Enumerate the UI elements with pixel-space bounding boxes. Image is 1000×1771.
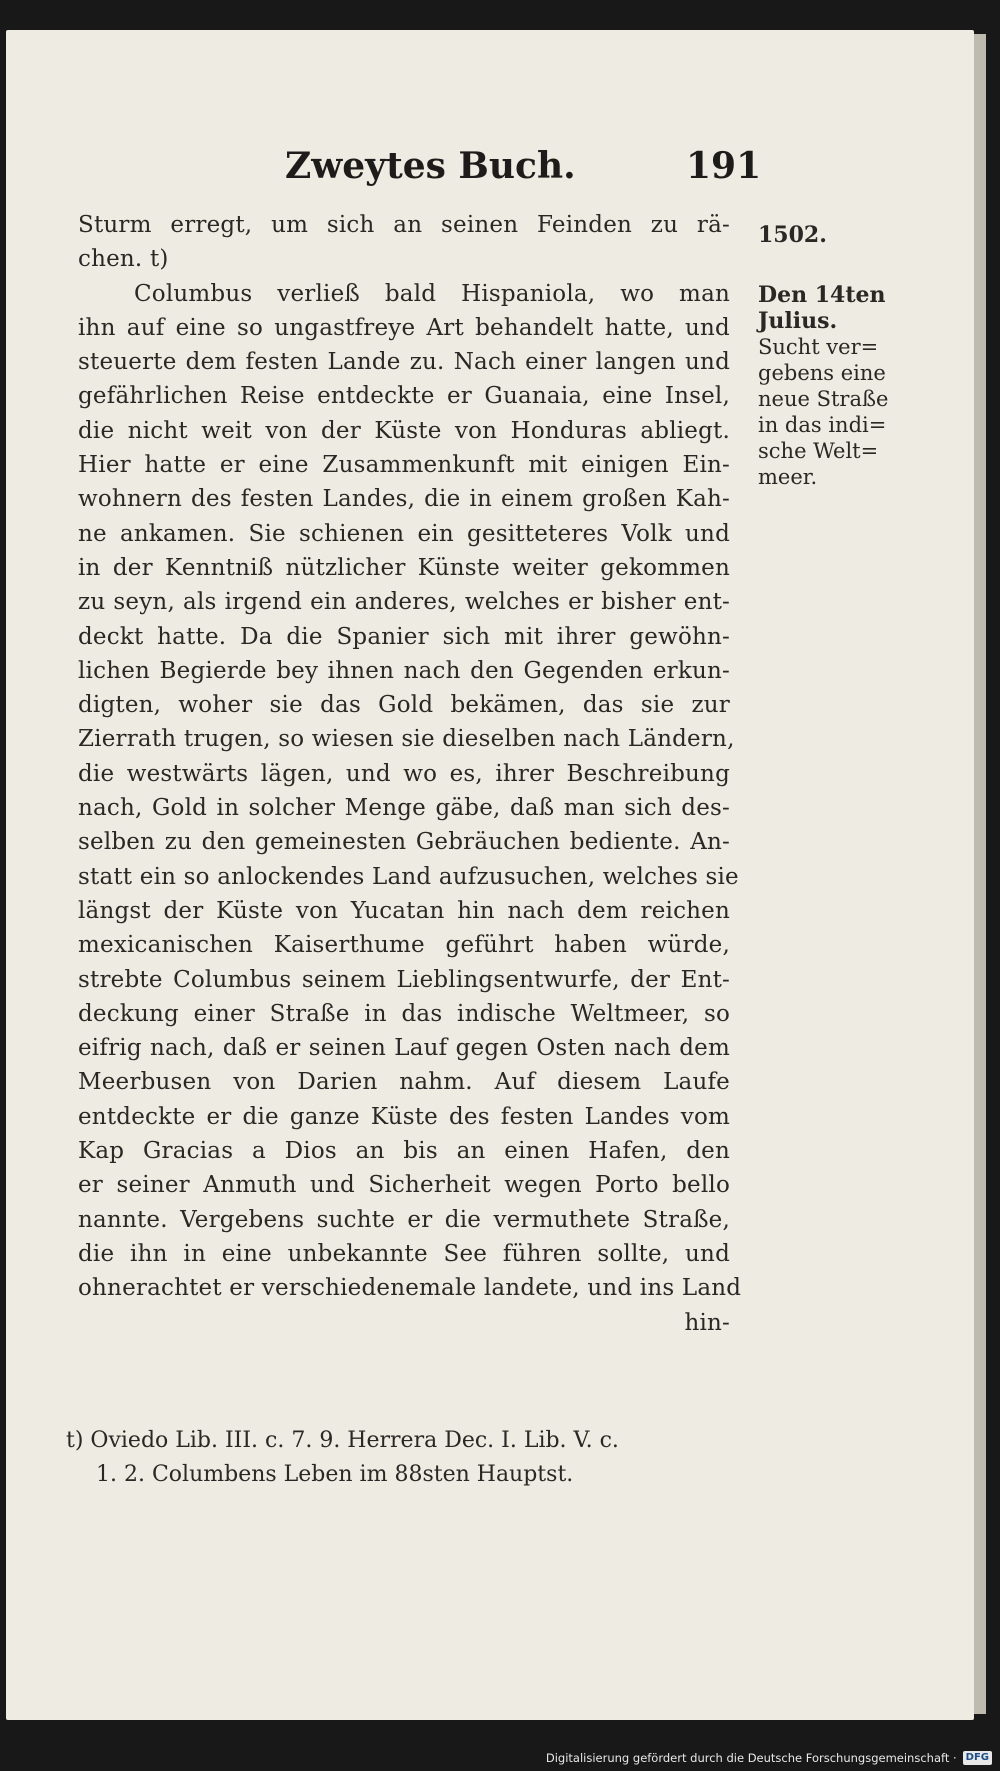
- body-text: [78, 208, 742, 1340]
- text-line: ihn auf eine so ungastfreye Art behandelt hatte, und: [78, 314, 730, 341]
- text-line: Sturm erregt, um sich an seinen Feinden zu rä-: [78, 212, 730, 238]
- footnote-line: 1. 2. Columbens Leben im 88sten Hauptst.: [96, 1462, 574, 1487]
- dfg-logo: DFG: [963, 1751, 992, 1765]
- text-line: statt ein so anlockendes Land aufzusuchen, welches sie: [78, 863, 739, 890]
- margin-note-line: gebens eine: [758, 361, 886, 385]
- footnote: [66, 1424, 726, 1492]
- text-line: nach, Gold in solcher Menge gäbe, daß man sich des-: [78, 795, 730, 822]
- text-line: Meerbusen von Darien nahm. Auf diesem Laufe: [78, 1069, 730, 1096]
- text-line: zu seyn, als irgend ein anderes, welches er bisher ent-: [78, 589, 730, 616]
- page-number: 191: [686, 145, 762, 187]
- margin-year: 1502.: [758, 222, 827, 248]
- text-line: ne ankamen. Sie schienen ein gesitteteres Volk und: [78, 520, 730, 547]
- credit-text: Digitalisierung gefördert durch die Deutsche Forschungsgemeinschaft ·: [545, 1751, 957, 1765]
- text-line: wohnern des festen Landes, die in einem großen Kah-: [78, 486, 730, 513]
- footnote-line: t) Oviedo Lib. III. c. 7. 9. Herrera Dec. I. Lib. V. c.: [66, 1428, 619, 1453]
- text-line: digten, woher sie das Gold bekämen, das sie zur: [78, 692, 730, 719]
- margin-note-line: in das indi=: [758, 413, 887, 437]
- margin-note: [758, 334, 898, 490]
- text-line: die nicht weit von der Küste von Honduras abliegt.: [78, 417, 730, 444]
- margin-date-line: Julius.: [758, 308, 838, 334]
- text-line: deckung einer Straße in das indische Weltmeer, so: [78, 1000, 730, 1027]
- text-line: die ihn in eine unbekannte See führen sollte, und: [78, 1240, 730, 1267]
- running-title: Zweytes Buch.: [285, 145, 576, 187]
- text-line: mexicanischen Kaiserthume geführt haben würde,: [78, 932, 730, 959]
- margin-date-line: Den 14ten: [758, 282, 886, 308]
- text-line: strebte Columbus seinem Lieblingsentwurfe, der Ent-: [78, 966, 730, 993]
- text-line: steuerte dem festen Lande zu. Nach einer langen und: [78, 349, 730, 376]
- text-line: eifrig nach, daß er seinen Lauf gegen Osten nach dem: [78, 1035, 730, 1062]
- margin-note-line: sche Welt=: [758, 439, 879, 463]
- text-line: die westwärts lägen, und wo es, ihrer Beschreibung: [78, 760, 730, 787]
- text-line: chen. t): [78, 246, 169, 273]
- text-line: Columbus verließ bald Hispaniola, wo man: [134, 280, 730, 307]
- text-line: er seiner Anmuth und Sicherheit wegen Porto bello: [78, 1172, 730, 1199]
- margin-note-line: neue Straße: [758, 387, 889, 411]
- text-line: längst der Küste von Yucatan hin nach dem reichen: [78, 897, 730, 924]
- text-line: selben zu den gemeinesten Gebräuchen bediente. An-: [78, 829, 730, 856]
- text-line: Hier hatte er eine Zusammenkunft mit einigen Ein-: [78, 452, 730, 479]
- page-header: [0, 145, 1000, 195]
- catchword: hin-: [684, 1309, 730, 1336]
- digitization-credit: [546, 1749, 992, 1767]
- margin-note-line: Sucht ver=: [758, 335, 879, 359]
- margin-date: [758, 282, 898, 334]
- page-edge: [974, 34, 986, 1714]
- margin-note-line: meer.: [758, 465, 818, 489]
- text-line: gefährlichen Reise entdeckte er Guanaia, eine Insel,: [78, 383, 730, 410]
- text-line: entdeckte er die ganze Küste des festen Landes vom: [78, 1103, 730, 1130]
- text-line: Zierrath trugen, so wiesen sie dieselben nach Ländern,: [78, 726, 735, 753]
- text-line: ohnerachtet er verschiedenemale landete, und ins Land: [78, 1275, 742, 1302]
- text-line: Kap Gracias a Dios an bis an einen Hafen, den: [78, 1138, 730, 1165]
- text-line: deckt hatte. Da die Spanier sich mit ihrer gewöhn-: [78, 623, 730, 650]
- text-line: lichen Begierde bey ihnen nach den Gegenden erkun-: [78, 657, 730, 684]
- text-line: nannte. Vergebens suchte er die vermuthete Straße,: [78, 1206, 730, 1233]
- margin-notes: [758, 222, 898, 490]
- text-line: in der Kenntniß nützlicher Künste weiter gekommen: [78, 554, 730, 581]
